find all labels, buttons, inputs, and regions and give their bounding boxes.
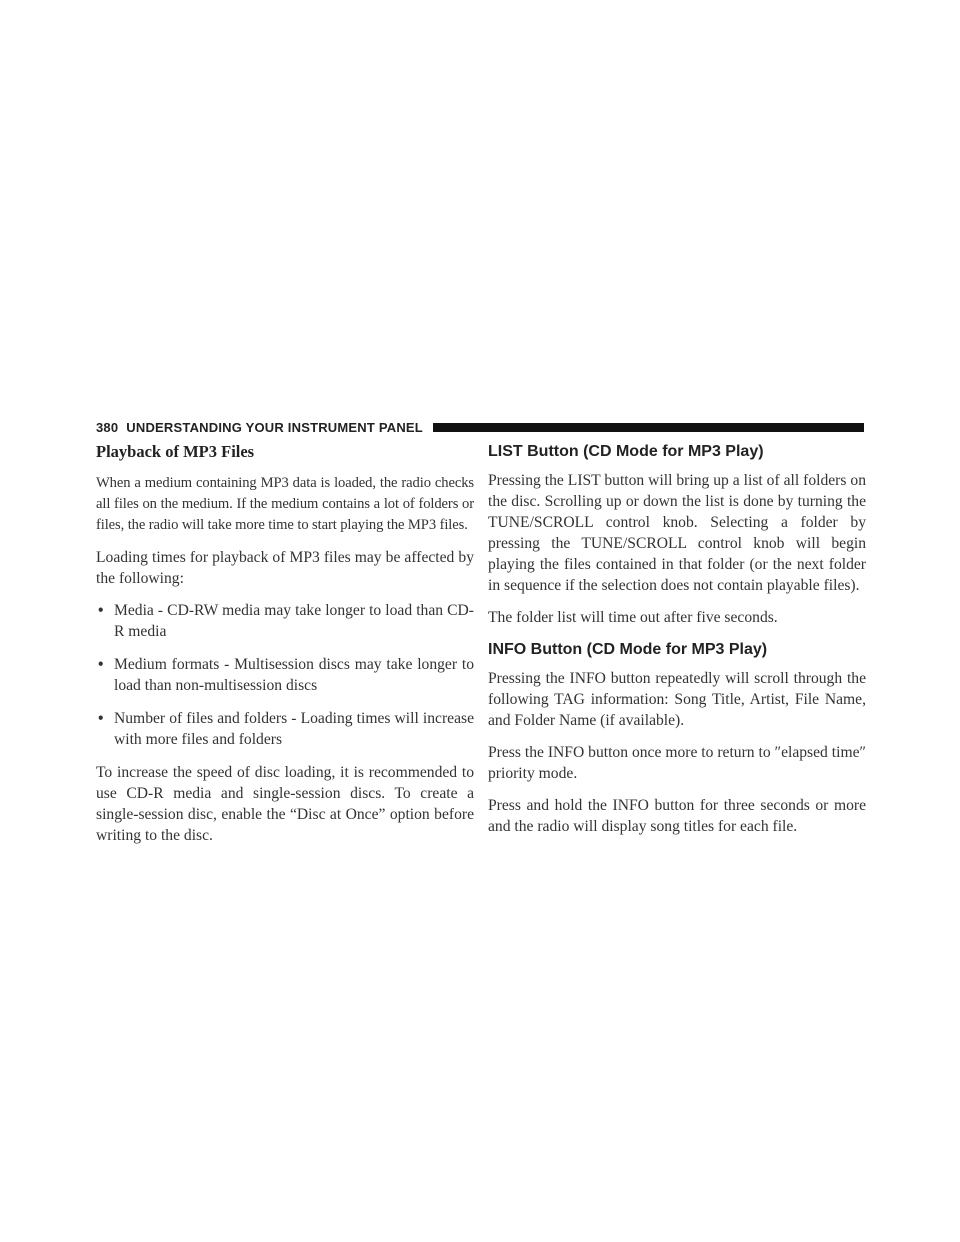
bullet-text: Number of files and folders - Loading times will increase with more files and folders [114, 710, 474, 748]
list-item [96, 654, 474, 696]
info-button-heading: INFO Button (CD Mode for MP3 Play) [488, 641, 768, 658]
header-rule [433, 423, 864, 432]
mp3-playback-heading: Playback of MP3 Files [96, 442, 255, 461]
song-titles-paragraph: Press and hold the INFO button for three seconds or more and the radio will display song titles for each file. [488, 797, 866, 835]
loading-factors-list [96, 600, 474, 750]
bullet-icon: • [98, 602, 104, 619]
page-number: 380 [96, 419, 119, 435]
right-column [488, 441, 866, 848]
section-title: UNDERSTANDING YOUR INSTRUMENT PANEL [126, 419, 423, 435]
bullet-icon: • [98, 710, 104, 727]
list-button-heading: LIST Button (CD Mode for MP3 Play) [488, 443, 764, 460]
elapsed-time-paragraph: Press the INFO button once more to return to ″elapsed time″ priority mode. [488, 744, 866, 782]
info-button-paragraph: Pressing the INFO button repeatedly will scroll through the following TAG information: Song Title, Artist, File Name, and Folder Name (if available). [488, 670, 866, 729]
loading-times-paragraph: Loading times for playback of MP3 files may be affected by the following: [96, 549, 474, 587]
bullet-text: Medium formats - Multisession discs may take longer to load than non-multisession discs [114, 656, 474, 694]
folder-timeout-paragraph: The folder list will time out after five seconds. [488, 609, 778, 626]
bullet-icon: • [98, 656, 104, 673]
page-header [96, 419, 864, 435]
list-button-paragraph: Pressing the LIST button will bring up a list of all folders on the disc. Scrolling up or down the list is done by turning the TUNE/SCROLL control knob. Selecting a folder by pressing the TUNE/SCROLL control knob will begin playing the files contained in that folder (or the next folder in sequence if the selection does not contain playable files). [488, 472, 866, 594]
list-item [96, 708, 474, 750]
list-item [96, 600, 474, 642]
mp3-loading-paragraph: When a medium containing MP3 data is loaded, the radio checks all files on the medium. If the medium contains a lot of folders or files, the radio will take more time to start playing the MP3 files. [96, 475, 474, 533]
left-column [96, 441, 474, 857]
disc-loading-tip-paragraph: To increase the speed of disc loading, it is recommended to use CD-R media and single-session discs. To create a single-session disc, enable the “Disc at Once” option before writing to the disc. [96, 764, 474, 844]
bullet-text: Media - CD-RW media may take longer to load than CD-R media [114, 602, 474, 640]
